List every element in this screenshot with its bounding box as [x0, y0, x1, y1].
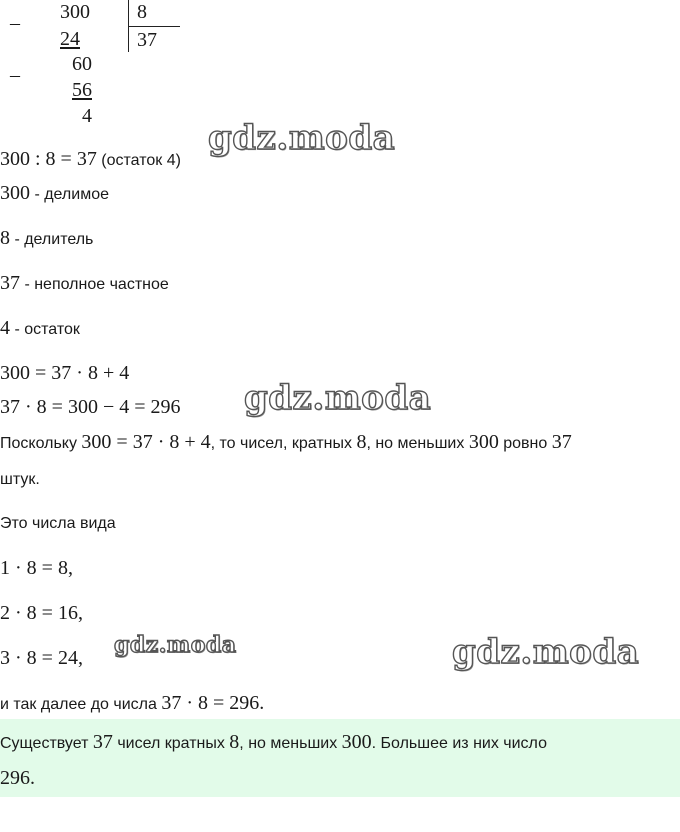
quotient: 37 — [137, 29, 157, 51]
example-3: 3 · 8 = 24, — [0, 647, 83, 669]
division-remainder: 4 — [82, 105, 92, 127]
remainder-definition: 4 - остаток — [0, 317, 80, 339]
check-equation-1: 300 = 37 · 8 + 4 — [0, 362, 130, 384]
watermark-logo: gdz.moda — [244, 378, 432, 418]
subtrahend-1: 24 — [60, 28, 80, 50]
watermark-logo: gdz.moda — [208, 118, 396, 158]
divisor-definition: 8 - делитель — [0, 227, 94, 249]
etc-line: и так далее до числа 37 · 8 = 296. — [0, 692, 265, 714]
intermediate-value: 60 — [72, 53, 92, 75]
watermark-logo: gdz.moda — [452, 632, 640, 672]
answer-line-2: 296. — [0, 767, 35, 789]
division-horizontal-bar — [128, 26, 180, 27]
quotient-definition: 37 - неполное частное — [0, 272, 169, 294]
since-paragraph-end: штук. — [0, 471, 40, 488]
these-numbers-text: Это числа вида — [0, 515, 116, 532]
subtrahend-2: 56 — [72, 79, 92, 101]
dividend-definition: 300 - делимое — [0, 182, 109, 204]
minus-sign: – — [10, 64, 20, 86]
watermark-logo: gdz.moda — [114, 632, 237, 658]
example-2: 2 · 8 = 16, — [0, 602, 83, 624]
example-1: 1 · 8 = 8, — [0, 557, 73, 579]
answer-line-1: Существует 37 чисел кратных 8, но меньших 300. Большее из них число — [0, 731, 547, 753]
since-paragraph: Поскольку 300 = 37 · 8 + 4, то чисел, кратных 8, но меньших 300 ровно 37 — [0, 431, 572, 453]
dividend: 300 — [60, 1, 90, 23]
main-equation: 300 : 8 = 37 (остаток 4) — [0, 148, 181, 170]
minus-sign: – — [10, 12, 20, 34]
check-equation-2: 37 · 8 = 300 − 4 = 296 — [0, 396, 181, 418]
divisor: 8 — [137, 1, 147, 23]
